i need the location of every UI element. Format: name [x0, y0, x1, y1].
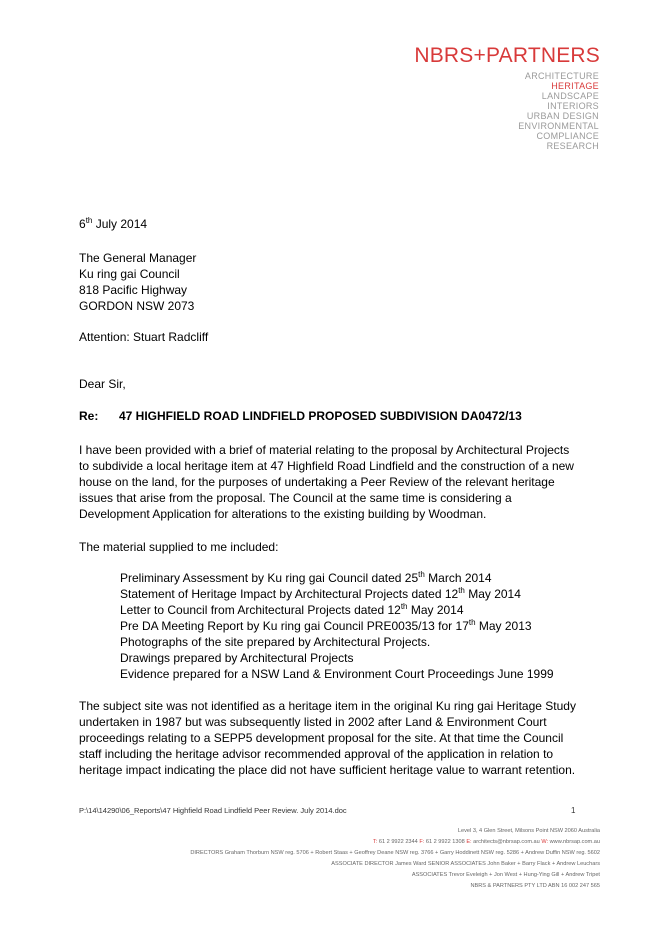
page-number: 1 [571, 806, 576, 815]
list-item: Evidence prepared for a NSW Land & Environment Court Proceedings June 1999 [120, 667, 554, 681]
materials-list [120, 570, 554, 682]
services-list [518, 71, 599, 151]
service-item-highlight: HERITAGE [551, 81, 599, 91]
company-logo [414, 44, 600, 68]
logo-left: NBRS [414, 44, 474, 67]
letter-date: 6th July 2014 [79, 216, 148, 231]
paragraph-materials-heading: The material supplied to me included: [79, 540, 279, 554]
logo-plus: + [473, 44, 486, 67]
service-item: ENVIRONMENTAL [518, 121, 599, 131]
footer-contact: T: 61 2 9922 2344 F: 61 2 9922 1308 E: architects@nbrsap.com.au W: www.nbrsap.com.au [372, 839, 600, 845]
re-label: Re: [79, 409, 99, 423]
list-item: Preliminary Assessment by Ku ring gai Council dated 25th March 2014 [120, 570, 492, 585]
service-item: LANDSCAPE [541, 91, 599, 101]
footer-associates: ASSOCIATES Trevor Eveleigh + Jon West + Hung-Ying Gill + Andrew Tripet [411, 872, 600, 878]
service-item: URBAN DESIGN [526, 111, 599, 121]
list-item: Photographs of the site prepared by Architectural Projects. [120, 635, 431, 649]
subject-line [79, 408, 579, 424]
service-item: COMPLIANCE [536, 131, 599, 141]
list-item: Drawings prepared by Architectural Projects [120, 651, 354, 665]
logo-right: PARTNERS [485, 44, 600, 67]
address-line: GORDON NSW 2073 [79, 299, 195, 313]
service-item: ARCHITECTURE [524, 71, 599, 81]
list-item: Statement of Heritage Impact by Architectural Projects dated 12th May 2014 [120, 586, 521, 601]
address-line: The General Manager [79, 251, 197, 265]
attention-line: Attention: Stuart Radcliff [79, 330, 209, 344]
paragraph-intro: I have been provided with a brief of material relating to the proposal by Architectural Projects to subdivide a local heritage item at 47 Highfield Road Lindfield and the construction of a new house on the land, for the purposes of undertaking a Peer Review of the relevant heritage issues that arise from the proposal. The Council at the same time is considering a Development Application for alterations to the existing building by Woodman. [79, 443, 574, 521]
salutation: Dear Sir, [79, 377, 126, 391]
recipient-address [79, 250, 579, 314]
footer-directors: DIRECTORS Graham Thorburn NSW reg. 5706 + Robert Staas + Geoffrey Deane NSW reg. 3766 + Garry Hoddinett NSW reg. 5286 + Andrew Duffin NSW reg. 5602 [190, 850, 600, 856]
address-line: Ku ring gai Council [79, 267, 180, 281]
list-item: Letter to Council from Architectural Projects dated 12th May 2014 [120, 602, 464, 617]
footer-company: NBRS & PARTNERS PTY LTD ABN 16 002 247 565 [470, 883, 600, 889]
footer-address: Level 3, 4 Glen Street, Milsons Point NSW 2060 Australia [457, 828, 600, 834]
service-item: RESEARCH [546, 141, 599, 151]
file-path: P:\14\14290\06_Reports\47 Highfield Road Lindfield Peer Review. July 2014.doc [79, 806, 347, 815]
list-item: Pre DA Meeting Report by Ku ring gai Council PRE0035/13 for 17th May 2013 [120, 618, 532, 633]
paragraph-site-history: The subject site was not identified as a heritage item in the original Ku ring gai Heritage Study undertaken in 1987 but was subsequently listed in 2002 after Land & Environment Court proceedings relating to a SEPP5 development proposal for the site. At that time the Council staff including the heritage advisor recommended approval of the application in relation to heritage impact indicating the place did not have sufficient heritage value to warrant retention. [79, 699, 576, 777]
service-item: INTERIORS [547, 101, 599, 111]
address-line: 818 Pacific Highway [79, 283, 188, 297]
re-subject: 47 HIGHFIELD ROAD LINDFIELD PROPOSED SUBDIVISION DA0472/13 [119, 409, 522, 423]
footer-associate-director: ASSOCIATE DIRECTOR James Ward SENIOR ASSOCIATES John Baker + Barry Flack + Andrew Leuchars [331, 861, 600, 867]
